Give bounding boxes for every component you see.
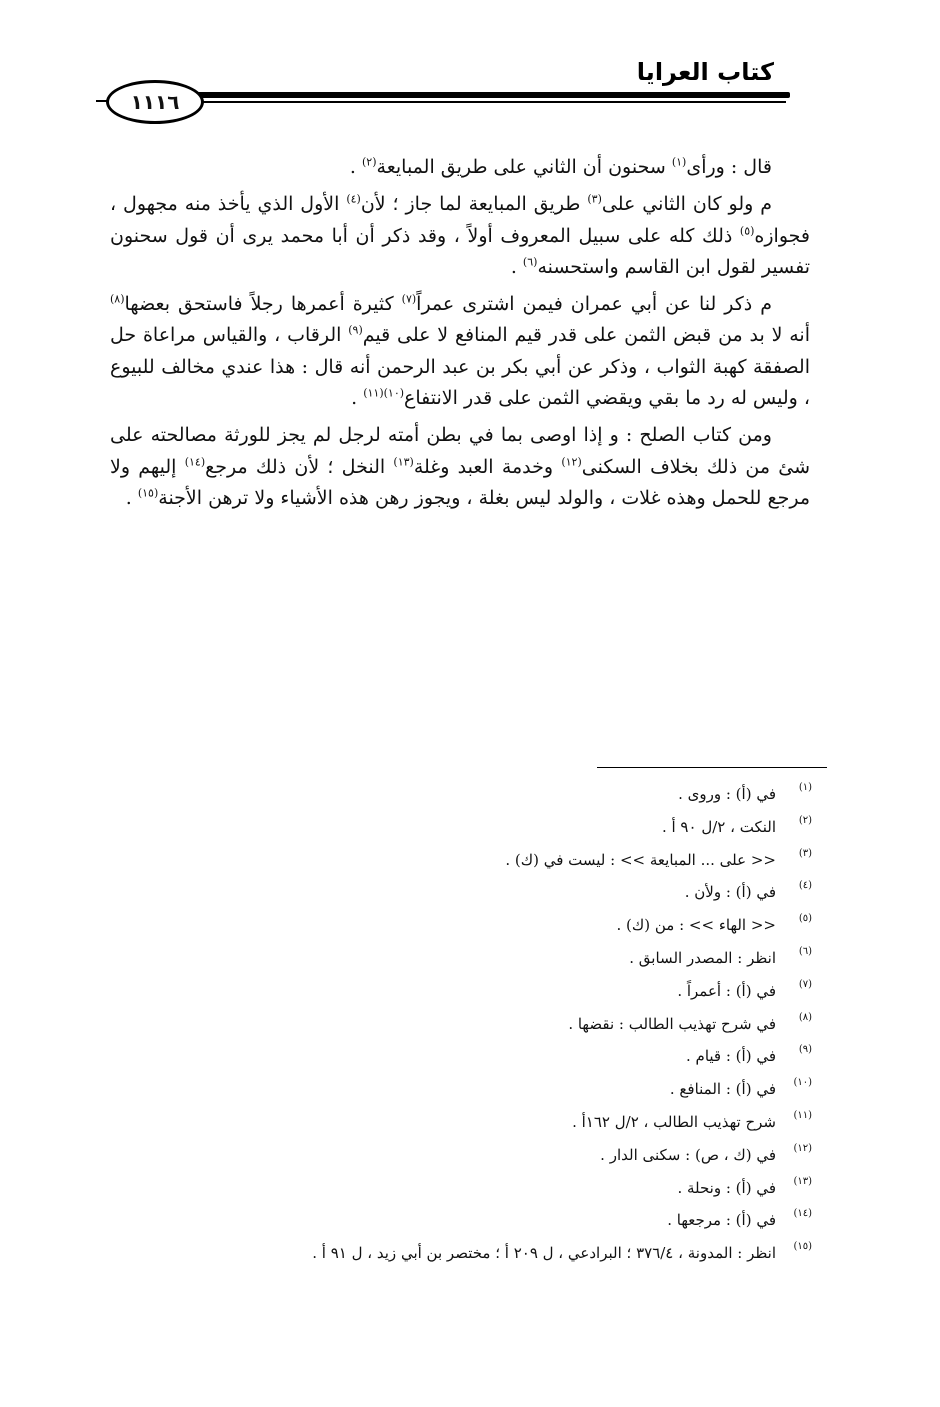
footnote-number: (١٠): [793, 1077, 812, 1089]
page-number-badge: [106, 80, 204, 124]
footnote-text: شرح تهذيب الطالب ، ٢/ل ١٦٢أ .: [572, 1112, 776, 1131]
footnote-text: في (أ) : أعمراً .: [677, 981, 776, 1000]
footnote-item: [132, 909, 812, 942]
footnotes-list: [132, 778, 812, 1270]
footnote-item: [132, 876, 812, 909]
footnote-number: (١١): [793, 1109, 812, 1121]
footnote-item: [132, 778, 812, 811]
footnote-text: في (أ) : وروى .: [678, 785, 776, 803]
body-paragraph: ومن كتاب الصلح : و إذا اوصى بما في بطن أمته لرجل لم يجز للورثة مصالحته على شئ من ذلك بخلاف السكنى$^{(١٢)}$ وخدمة العبد وغلة$^{(١٣)}$ النخل ؛ لأن ذلك مرجع$^{(١٤)}$ إليهم ولا مرجع للحمل وهذه غلات ، والولد ليس بغلة ، ويجوز رهن هذه الأشياء ولا ترهن الأجنة$^{(١٥)}$ .: [110, 424, 811, 509]
footnote-number: (١٤): [793, 1208, 812, 1220]
footnote-number: (٣): [798, 847, 812, 859]
body-paragraph: م ولو كان الثاني على$^{(٣)}$ طريق المبايعة لما جاز ؛ لأن$^{(٤)}$ الأول الذي يأخذ منه مجهول ، فجوازه$^{(٥)}$ ذلك كله على سبيل المعروف أولاً ، وقد ذكر أن أبا محمد يرى أن قول سحنون تفسير لقول ابن القاسم واستحسنه$^{(٦)}$ .: [110, 192, 810, 278]
footnote-separator: [597, 767, 827, 768]
footnote-number: (٥): [798, 913, 812, 925]
footnote-text: انظر : المدونة ، ٣٧٦/٤ ؛ البرادعي ، ل ٢٠٩ أ ؛ مختصر بن أبي زيد ، ل ٩١ أ .: [312, 1244, 776, 1263]
page-number: ١١١٦: [130, 90, 180, 114]
footnote-item: [132, 1237, 812, 1270]
footnote-item: [132, 844, 812, 877]
footnote-item: [132, 811, 812, 844]
footnote-number: (٨): [798, 1011, 812, 1023]
footnote-number: (١٢): [793, 1142, 812, 1154]
body-paragraph: م ذكر لنا عن أبي عمران فيمن اشترى عمراً$^{(٧)}$ كثيرة أعمرها رجلاً فاستحق بعضها$^{(٨)}$ أنه لا بد من قبض الثمن على قدر قيم المنافع لا على قيم$^{(٩)}$ الرقاب ، والقياس مراعاة حل الصفقة كهبة الثواب ، وذكر عن أبي بكر بن عبد الرحمن أنه قال : هذا عندي مخالف للبيوع ، وليس له رد ما بقي ويقضي الثمن على قدر الانتفاع$^{(١٠)(١١)}$ .: [110, 292, 810, 410]
footnote-text: << الهاء >> : من (ك) .: [616, 916, 776, 935]
footnote-item: [132, 1073, 812, 1106]
footnote-number: (٢): [798, 814, 812, 826]
footnote-item: [132, 1139, 812, 1172]
footnote-item: [132, 1008, 812, 1041]
footnote-text: في (أ) : ونحلة .: [677, 1178, 776, 1197]
footnote-text: في (أ) : قيام .: [686, 1047, 776, 1066]
footnote-text: في (أ) : ولأن .: [684, 883, 776, 902]
footnote-number: (٩): [798, 1044, 812, 1056]
footnote-number: (١): [798, 782, 812, 793]
footnote-text: في شرح تهذيب الطالب : نقضها .: [568, 1014, 776, 1033]
footnote-text: << على ... المبايعة >> : ليست في (ك) .: [505, 850, 776, 869]
footnote-item: [132, 1204, 812, 1237]
main-text: [110, 152, 810, 520]
footnote-number: (١٥): [793, 1241, 812, 1253]
body-paragraph: قال : ورأى$^{(١)}$ سحنون أن الثاني على طريق المبايعة$^{(٢)}$ .: [349, 155, 772, 178]
footnote-number: (٧): [798, 978, 812, 990]
running-header-title: كتاب العرايا: [636, 58, 774, 86]
footnote-number: (٤): [798, 880, 812, 892]
header-rule-thin: [186, 101, 786, 103]
footnote-text: في (ك ، ص) : سكنى الدار .: [600, 1145, 776, 1164]
footnote-number: (٦): [798, 945, 812, 957]
footnote-text: انظر : المصدر السابق .: [629, 948, 776, 967]
footnote-item: [132, 1040, 812, 1073]
footnote-item: [132, 1106, 812, 1139]
footnote-item: [132, 975, 812, 1008]
footnote-item: [132, 942, 812, 975]
footnote-item: [132, 1172, 812, 1205]
footnote-number: (١٣): [793, 1175, 812, 1187]
header-rule-thick: [170, 92, 790, 98]
footnote-text: في (أ) : مرجعها .: [667, 1211, 776, 1230]
footnote-text: في (أ) : المنافع .: [669, 1080, 776, 1099]
footnote-text: النكت ، ٢/ل ٩٠ أ .: [661, 817, 776, 836]
